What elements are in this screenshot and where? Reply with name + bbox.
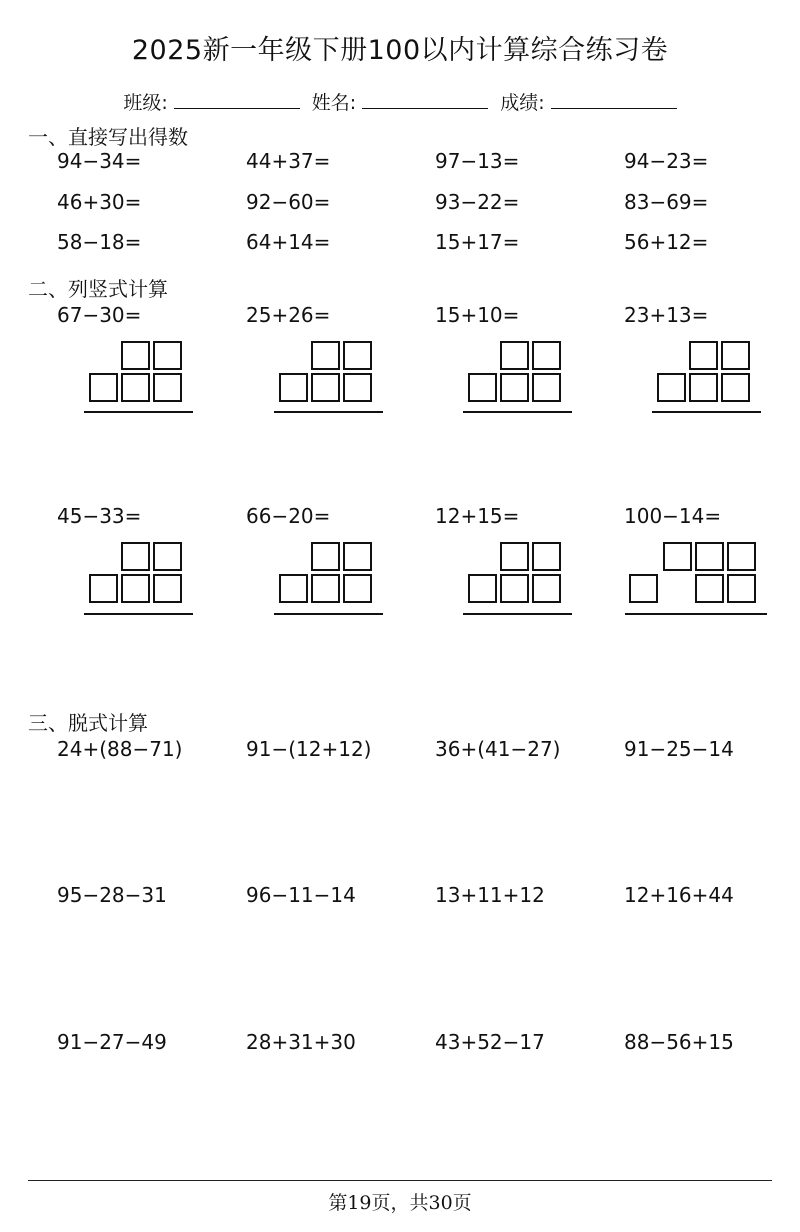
problem: 28+31+30 — [246, 1030, 356, 1054]
problem: 95−28−31 — [57, 883, 167, 907]
answer-box[interactable] — [629, 574, 658, 603]
problem: 25+26= — [246, 303, 331, 327]
sum-line — [274, 411, 383, 413]
answer-box[interactable] — [695, 542, 724, 571]
section-2-title: 二、列竖式计算 — [28, 277, 168, 301]
name-label: 姓名: — [311, 92, 357, 114]
answer-box[interactable] — [121, 574, 150, 603]
answer-box[interactable] — [89, 574, 118, 603]
answer-box[interactable] — [532, 542, 561, 571]
answer-box[interactable] — [500, 373, 529, 402]
sum-line — [463, 613, 572, 615]
section-1-title: 一、直接写出得数 — [28, 125, 188, 149]
answer-box[interactable] — [311, 574, 340, 603]
answer-box[interactable] — [311, 341, 340, 370]
class-field[interactable] — [123, 88, 299, 115]
sum-line — [625, 613, 767, 615]
answer-box[interactable] — [695, 574, 724, 603]
answer-box[interactable] — [468, 574, 497, 603]
answer-box[interactable] — [343, 542, 372, 571]
answer-box[interactable] — [657, 373, 686, 402]
answer-box[interactable] — [532, 574, 561, 603]
page-title: 2025新一年级下册100以内计算综合练习卷 — [131, 35, 669, 66]
score-label: 成绩: — [500, 92, 545, 114]
answer-box[interactable] — [500, 574, 529, 603]
problem: 83−69= — [624, 190, 709, 214]
answer-box[interactable] — [343, 341, 372, 370]
problem: 36+(41−27) — [435, 737, 561, 761]
problem: 15+17= — [435, 230, 520, 254]
problem: 94−23= — [624, 149, 709, 173]
answer-box[interactable] — [311, 542, 340, 571]
answer-box[interactable] — [468, 373, 497, 402]
sum-line — [274, 613, 383, 615]
problem: 96−11−14 — [246, 883, 356, 907]
class-blank[interactable] — [174, 90, 300, 109]
answer-box[interactable] — [279, 373, 308, 402]
problem: 97−13= — [435, 149, 520, 173]
problem: 45−33= — [57, 504, 142, 528]
problem: 12+16+44 — [624, 883, 734, 907]
problem: 94−34= — [57, 149, 142, 173]
score-blank[interactable] — [551, 90, 677, 109]
sum-line — [84, 613, 193, 615]
problem: 24+(88−71) — [57, 737, 183, 761]
answer-box[interactable] — [343, 373, 372, 402]
problem: 93−22= — [435, 190, 520, 214]
answer-box[interactable] — [153, 341, 182, 370]
answer-box[interactable] — [121, 542, 150, 571]
name-field[interactable] — [312, 88, 488, 115]
answer-box[interactable] — [721, 373, 750, 402]
answer-box[interactable] — [721, 341, 750, 370]
answer-box[interactable] — [727, 542, 756, 571]
page-number: 第19页，共30页 — [328, 1192, 472, 1214]
problem: 100−14= — [624, 504, 722, 528]
problem: 12+15= — [435, 504, 520, 528]
answer-box[interactable] — [153, 542, 182, 571]
answer-box[interactable] — [727, 574, 756, 603]
answer-box[interactable] — [689, 341, 718, 370]
answer-box[interactable] — [532, 341, 561, 370]
problem: 88−56+15 — [624, 1030, 734, 1054]
answer-box[interactable] — [153, 373, 182, 402]
problem: 58−18= — [57, 230, 142, 254]
problem: 67−30= — [57, 303, 142, 327]
score-field[interactable] — [500, 88, 676, 115]
answer-box[interactable] — [153, 574, 182, 603]
answer-box[interactable] — [279, 574, 308, 603]
problem: 13+11+12 — [435, 883, 545, 907]
problem: 44+37= — [246, 149, 331, 173]
sum-line — [463, 411, 572, 413]
answer-box[interactable] — [532, 373, 561, 402]
problem: 23+13= — [624, 303, 709, 327]
answer-box[interactable] — [500, 542, 529, 571]
answer-box[interactable] — [663, 542, 692, 571]
problem: 64+14= — [246, 230, 331, 254]
problem: 43+52−17 — [435, 1030, 545, 1054]
problem: 91−25−14 — [624, 737, 734, 761]
problem: 92−60= — [246, 190, 331, 214]
answer-box[interactable] — [89, 373, 118, 402]
problem: 15+10= — [435, 303, 520, 327]
answer-box[interactable] — [343, 574, 372, 603]
answer-box[interactable] — [689, 373, 718, 402]
problem: 91−27−49 — [57, 1030, 167, 1054]
answer-box[interactable] — [121, 373, 150, 402]
sum-line — [84, 411, 193, 413]
section-3-title: 三、脱式计算 — [28, 711, 148, 735]
name-blank[interactable] — [362, 90, 488, 109]
problem: 91−(12+12) — [246, 737, 372, 761]
answer-box[interactable] — [121, 341, 150, 370]
footer-divider — [28, 1180, 772, 1181]
answer-box[interactable] — [500, 341, 529, 370]
problem: 66−20= — [246, 504, 331, 528]
answer-box[interactable] — [311, 373, 340, 402]
sum-line — [652, 411, 761, 413]
problem: 46+30= — [57, 190, 142, 214]
student-info — [0, 88, 800, 115]
class-label: 班级: — [123, 92, 168, 114]
problem: 56+12= — [624, 230, 709, 254]
